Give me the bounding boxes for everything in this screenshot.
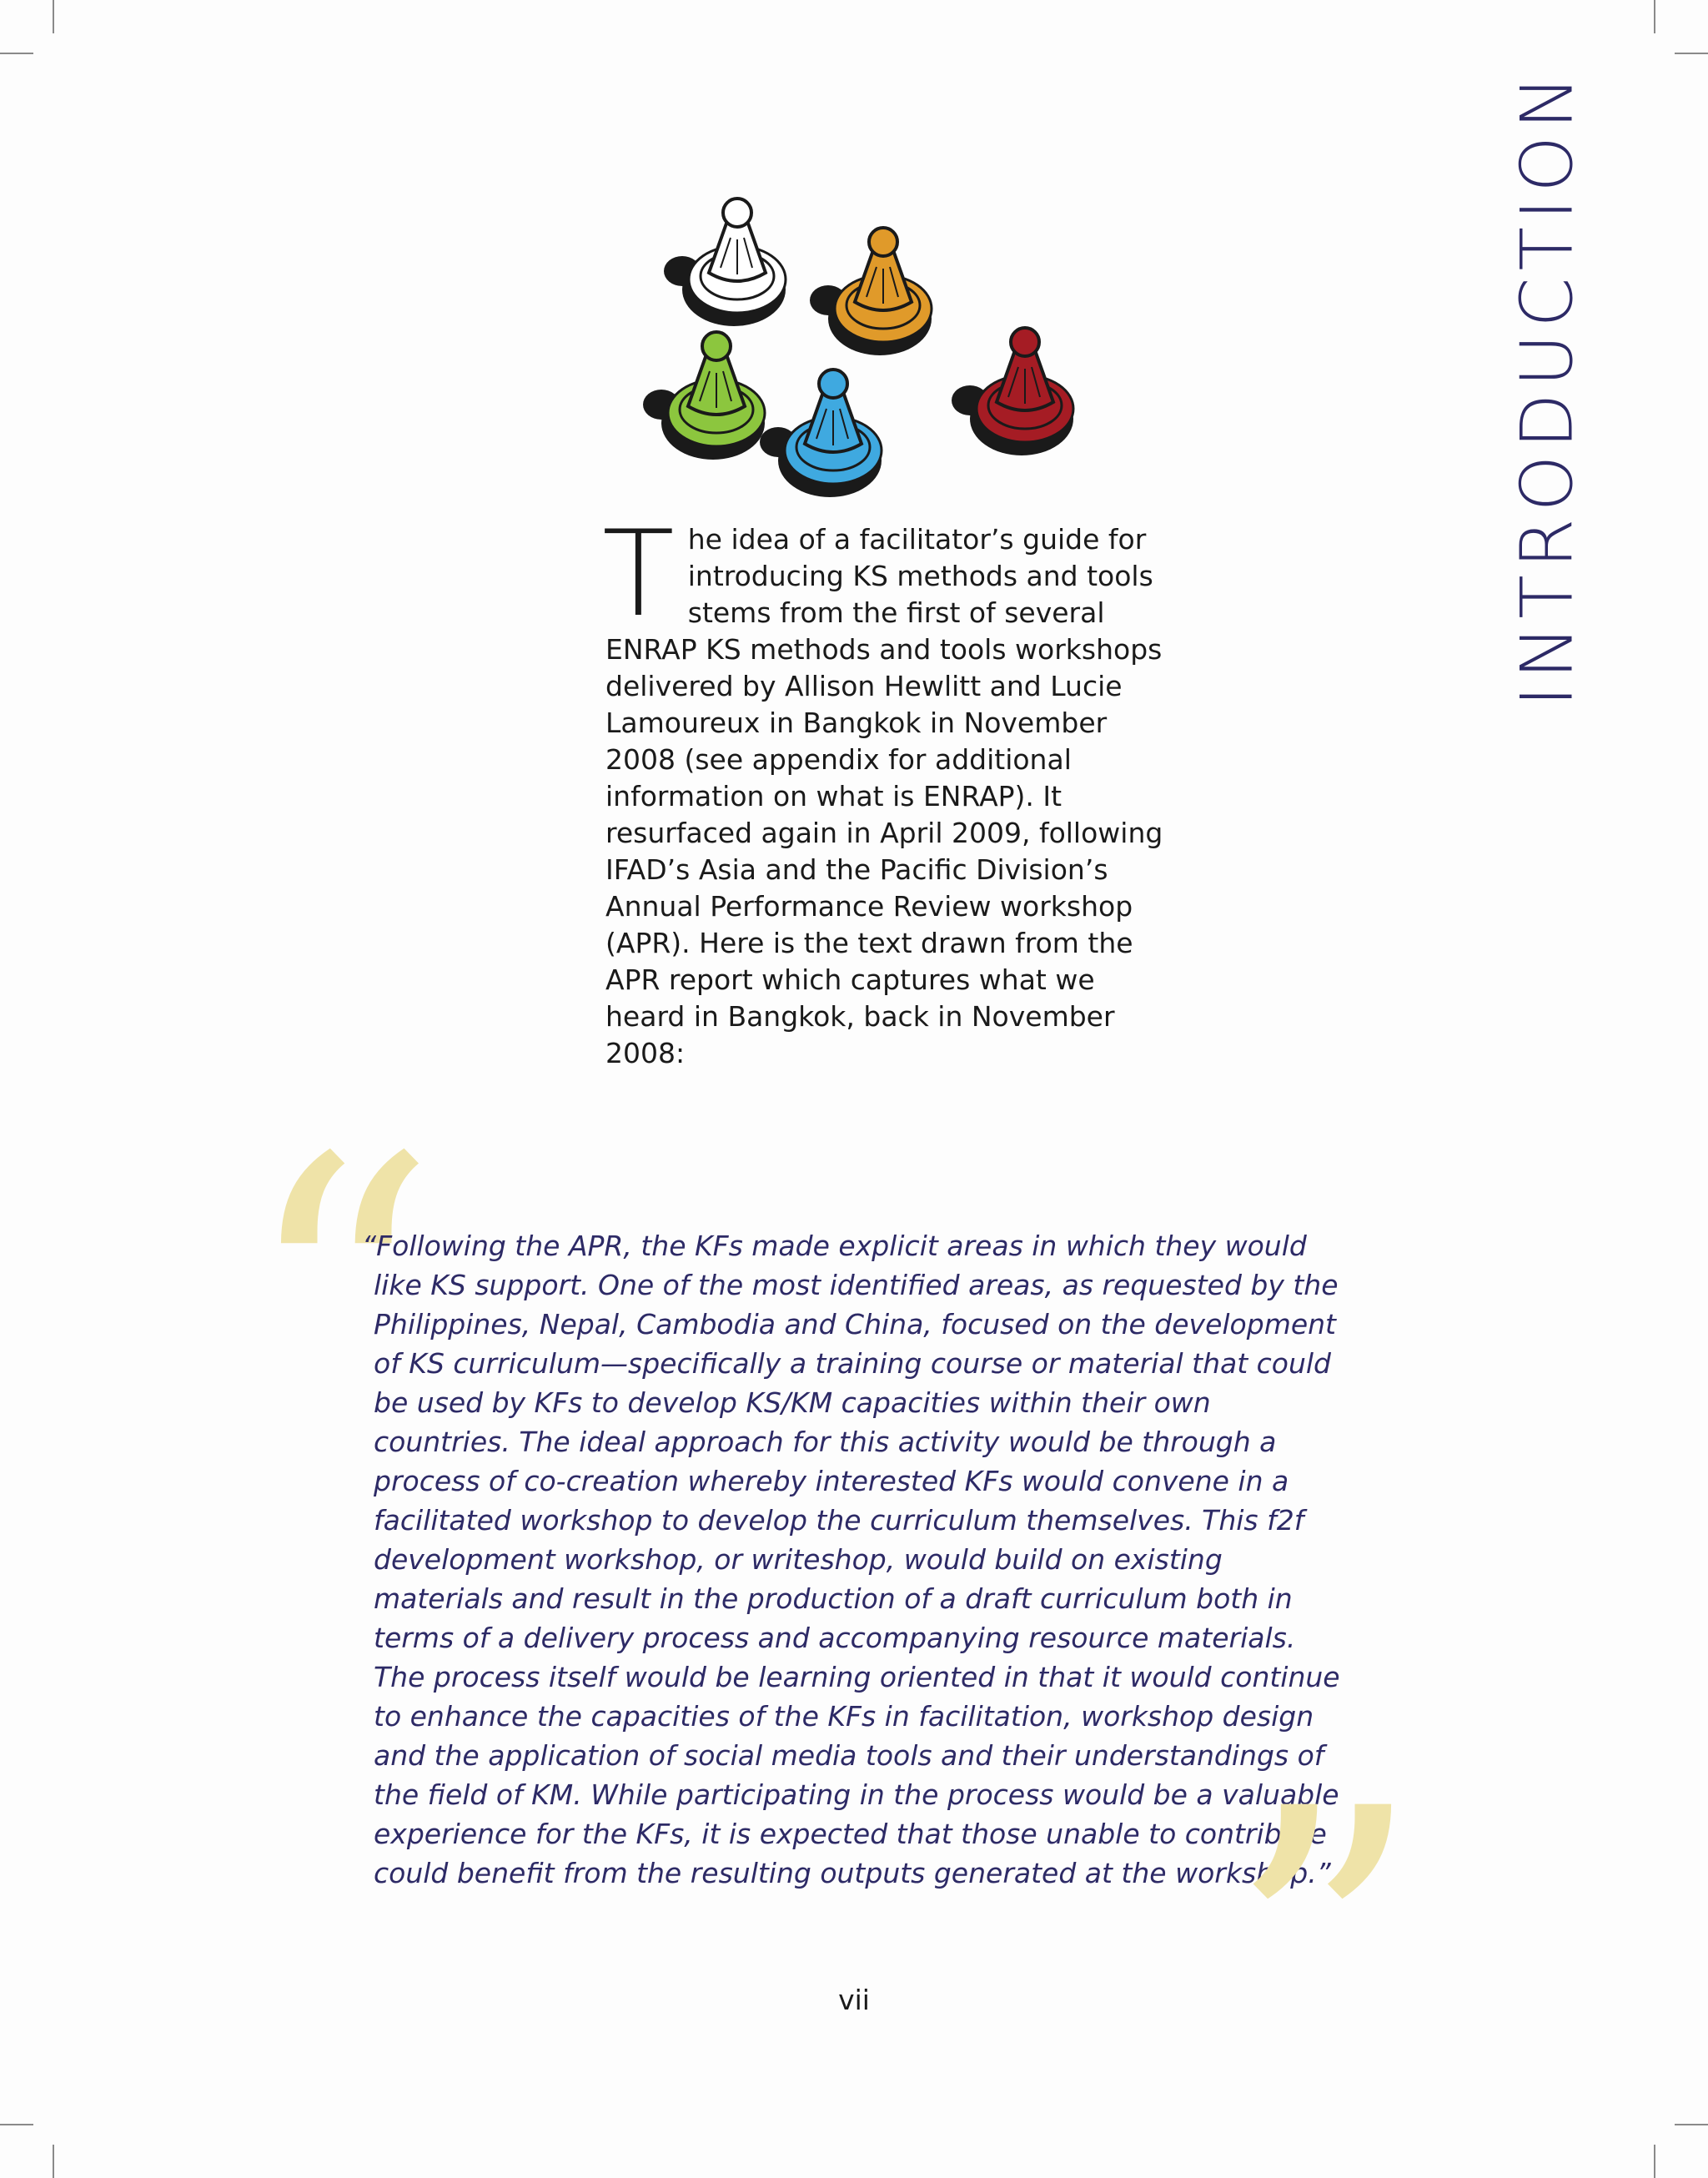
crop-mark xyxy=(0,53,33,54)
intro-text: he idea of a facilitator’s guide for introducing KS methods and tools stems from the first of several ENRAP KS methods and tools workshops delivered by Allison Hewlitt and Lucie Lamoureux in Bangkok in November 2008 (see appendix for additional information on what is ENRAP). It resurfaced again in April 2009, following IFAD’s Asia and the Pacific Division’s Annual Performance Review workshop (APR). Here is the text drawn from the APR report which captures what we heard in Bangkok, back in November 2008: xyxy=(605,523,1163,1069)
crop-mark xyxy=(1654,0,1655,33)
section-title xyxy=(1493,50,1601,726)
pawn-white-icon xyxy=(664,199,786,326)
open-quote-mark-icon: “ xyxy=(242,1078,439,1524)
pawn-red-icon xyxy=(952,328,1073,455)
drop-cap: T xyxy=(602,506,675,643)
pawn-blue-icon xyxy=(760,370,882,497)
crop-mark xyxy=(53,2145,54,2178)
block-quote: “Following the APR, the KFs made explicit areas in which they would like KS support. One of the most identified areas, as requested by the Philippines, Nepal, Cambodia and China, focused on the development of KS curriculum—specifically a training course or material that could be used by KFs to develop KS/KM capacities within their own countries. The ideal approach for this activity would be through a process of co-creation whereby interested KFs would convene in a facilitated workshop to develop the curriculum themselves. This f2f development workshop, or writeshop, would build on existing materials and result in the production of a draft curriculum both in terms of a delivery process and accompanying resource materials. The process itself would be learning oriented in that it would continue to enhance the capacities of the KFs in facilitation, workshop design and the application of social media tools and their understandings of the field of KM. While participating in the process would be a valuable experience for the KFs, it is expected that those unable to contribute could benefit from the resulting outputs generated at the workshop.” xyxy=(362,1230,1340,1889)
crop-mark xyxy=(53,0,54,33)
crop-mark xyxy=(0,2124,33,2125)
section-title-text: INTRODUCTION xyxy=(1505,68,1589,707)
crop-mark xyxy=(1675,53,1708,54)
pawn-illustration xyxy=(625,192,1093,526)
page-number: vii xyxy=(838,1984,870,2016)
crop-mark xyxy=(1654,2145,1655,2178)
pawn-orange-icon xyxy=(810,228,932,355)
intro-paragraph xyxy=(602,506,1173,1072)
crop-mark xyxy=(1675,2124,1708,2125)
pawn-green-icon xyxy=(643,332,765,460)
close-quote-mark-icon: ” xyxy=(1226,1728,1423,2175)
